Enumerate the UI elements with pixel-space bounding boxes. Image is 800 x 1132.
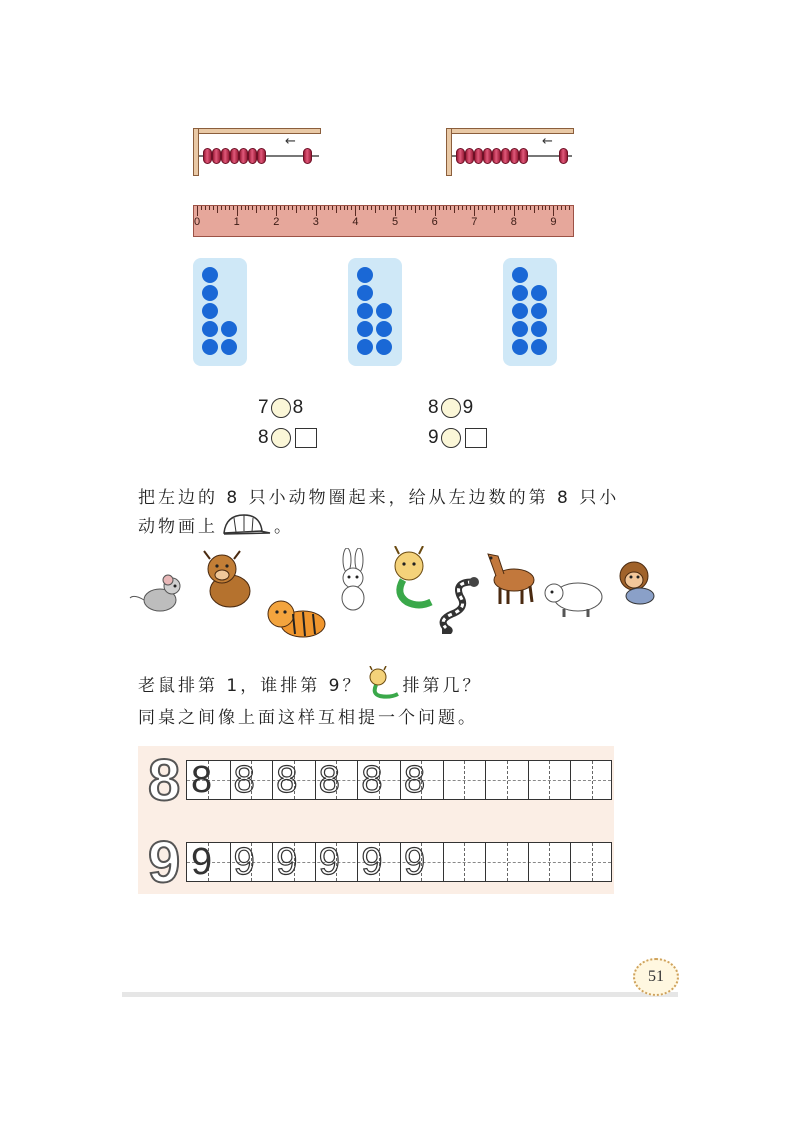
dot	[512, 303, 528, 319]
ruler-tick	[526, 206, 527, 210]
grid-line	[507, 761, 508, 799]
grid-line	[315, 843, 316, 881]
ruler-tick	[316, 206, 317, 216]
abacus-frame-side	[193, 128, 199, 176]
trace-digit: 8	[233, 759, 255, 801]
grid-line	[528, 843, 529, 881]
ruler-tick	[419, 206, 420, 210]
ruler-tick	[482, 206, 483, 210]
ruler-label: 7	[471, 216, 478, 228]
ruler-tick	[264, 206, 265, 210]
rabbit-icon	[333, 548, 375, 612]
ruler-tick	[502, 206, 503, 210]
ruler-tick	[308, 206, 309, 210]
ruler-tick	[542, 206, 543, 210]
ruler-tick	[367, 206, 368, 210]
dot	[357, 321, 373, 337]
answer-circle[interactable]	[441, 398, 461, 418]
trace-digit: 9	[361, 841, 383, 883]
ruler-label: 4	[352, 216, 359, 228]
grid-line	[592, 843, 593, 881]
ruler-tick	[450, 206, 451, 210]
ruler-tick	[391, 206, 392, 210]
abacus-bead	[239, 148, 248, 164]
dot-card-7	[193, 258, 247, 366]
ruler-label: 9	[550, 216, 557, 228]
ruler-tick	[534, 206, 535, 213]
abacus-bead	[456, 148, 465, 164]
ruler-tick	[225, 206, 226, 210]
instruction-text: 动物画上	[138, 516, 218, 537]
ruler-tick	[272, 206, 273, 210]
compare-left: 8	[428, 397, 439, 418]
abacus-bead	[465, 148, 474, 164]
abacus-bead-moved	[559, 148, 568, 164]
question-line-2: 同桌之间像上面这样互相提一个问题。	[138, 708, 478, 728]
left-arrow-icon: ←	[542, 134, 553, 149]
ruler-tick	[431, 206, 432, 210]
dot	[202, 267, 218, 283]
ruler-tick	[221, 206, 222, 210]
compare-item-2	[428, 397, 473, 419]
ruler-tick	[229, 206, 230, 210]
grid-line	[570, 843, 571, 881]
compare-left: 8	[258, 427, 269, 448]
ruler-tick	[561, 206, 562, 210]
ruler-tick	[553, 206, 554, 216]
grid-line	[464, 761, 465, 799]
ruler-tick	[407, 206, 408, 210]
ox-icon	[198, 549, 260, 615]
ruler-tick	[557, 206, 558, 210]
dragon-icon	[364, 666, 400, 700]
dot	[376, 339, 392, 355]
dot-card-8	[348, 258, 402, 366]
model-digit-8: 8	[148, 748, 181, 813]
trace-digit: 8	[404, 759, 426, 801]
grid-line	[570, 761, 571, 799]
ruler-tick	[213, 206, 214, 210]
dot	[357, 285, 373, 301]
question-text-a: 老鼠排第 1，谁排第 9？	[138, 675, 363, 696]
abacus-bead	[474, 148, 483, 164]
abacus-frame-side	[446, 128, 452, 176]
grid-line	[315, 761, 316, 799]
grid-line	[230, 843, 231, 881]
dot	[202, 339, 218, 355]
dot	[202, 285, 218, 301]
ruler-tick	[371, 206, 372, 210]
example-digit: 9	[191, 841, 213, 883]
ruler-label: 2	[273, 216, 280, 228]
compare-item-1	[258, 397, 303, 419]
dot	[531, 285, 547, 301]
dot	[512, 267, 528, 283]
ruler-tick	[565, 206, 566, 210]
abacus-bead	[519, 148, 528, 164]
abacus-bead-moved	[303, 148, 312, 164]
ruler-tick	[344, 206, 345, 210]
ruler-tick	[446, 206, 447, 210]
compare-left: 9	[428, 427, 439, 448]
compare-right: 8	[292, 397, 304, 418]
answer-circle[interactable]	[441, 428, 461, 448]
trace-digit: 9	[233, 841, 255, 883]
ruler-tick	[300, 206, 301, 210]
ruler-tick	[427, 206, 428, 210]
ruler-tick	[332, 206, 333, 210]
ruler-tick	[474, 206, 475, 216]
ruler-tick	[383, 206, 384, 210]
ruler-tick	[256, 206, 257, 213]
ruler-tick	[478, 206, 479, 210]
ruler-label: 6	[431, 216, 438, 228]
ruler-tick	[506, 206, 507, 210]
ruler-tick	[415, 206, 416, 213]
abacus-bead	[203, 148, 212, 164]
dot	[357, 339, 373, 355]
instruction-line-2	[138, 511, 294, 537]
dot	[357, 303, 373, 319]
trace-digit: 8	[361, 759, 383, 801]
footer-rule	[122, 992, 678, 997]
abacus-left	[193, 128, 321, 178]
trace-digit: 9	[276, 841, 298, 883]
ruler-tick	[439, 206, 440, 210]
ruler-tick	[470, 206, 471, 210]
ruler-tick	[466, 206, 467, 210]
ruler-tick	[545, 206, 546, 210]
ruler-tick	[549, 206, 550, 210]
abacus-bead	[257, 148, 266, 164]
ruler-tick	[217, 206, 218, 213]
compare-left: 7	[258, 397, 269, 418]
ruler-tick	[363, 206, 364, 210]
grid-line	[549, 761, 550, 799]
sheep-icon	[540, 575, 608, 619]
dot	[512, 339, 528, 355]
dot	[512, 321, 528, 337]
ruler-tick	[355, 206, 356, 216]
question-line-1	[138, 666, 482, 700]
ruler-tick	[276, 206, 277, 216]
ruler-tick	[245, 206, 246, 210]
ruler-tick	[462, 206, 463, 210]
tiger-icon	[263, 588, 333, 644]
page-number: 51	[633, 958, 679, 996]
grid-line	[357, 761, 358, 799]
ruler-tick	[205, 206, 206, 210]
grid-line	[592, 761, 593, 799]
dot	[512, 285, 528, 301]
trace-digit: 8	[276, 759, 298, 801]
dot	[531, 339, 547, 355]
ruler-tick	[288, 206, 289, 210]
dot	[531, 321, 547, 337]
abacus-bead	[221, 148, 230, 164]
ruler-tick	[280, 206, 281, 210]
ruler-tick	[197, 206, 198, 216]
grid-line	[464, 843, 465, 881]
ruler-tick	[387, 206, 388, 210]
ruler-tick	[443, 206, 444, 210]
dot	[202, 321, 218, 337]
ruler-tick	[252, 206, 253, 210]
dot-card-9	[503, 258, 557, 366]
answer-circle[interactable]	[271, 428, 291, 448]
ruler-tick	[454, 206, 455, 213]
writing-grid-8	[186, 760, 612, 800]
instruction-line-1: 把左边的 8 只小动物圈起来，给从左边数的第 8 只小	[138, 488, 620, 508]
ruler-label: 5	[392, 216, 399, 228]
ruler-tick	[284, 206, 285, 210]
ruler-tick	[268, 206, 269, 210]
ruler-tick	[494, 206, 495, 213]
ruler-tick	[435, 206, 436, 216]
ruler-tick	[312, 206, 313, 210]
grid-line	[485, 761, 486, 799]
grid-line	[357, 843, 358, 881]
ruler-tick	[347, 206, 348, 210]
compare-item-3	[258, 427, 317, 449]
dot	[531, 303, 547, 319]
left-arrow-icon: ←	[285, 134, 296, 149]
ruler-tick	[411, 206, 412, 210]
abacus-bead	[248, 148, 257, 164]
ruler-tick	[292, 206, 293, 210]
ruler-tick	[248, 206, 249, 210]
ruler-tick	[328, 206, 329, 210]
ruler-label: 0	[194, 216, 201, 228]
model-digit-9: 9	[148, 830, 181, 895]
abacus-bead	[492, 148, 501, 164]
ruler-tick	[569, 206, 570, 210]
grid-line	[485, 843, 486, 881]
grid-line	[549, 843, 550, 881]
ruler-tick	[498, 206, 499, 210]
abacus-frame	[193, 128, 321, 134]
grid-line	[400, 761, 401, 799]
compare-item-4	[428, 427, 487, 449]
grid-line	[272, 843, 273, 881]
dot	[357, 267, 373, 283]
ruler-label: 3	[312, 216, 319, 228]
ruler-tick	[510, 206, 511, 210]
abacus-bead	[510, 148, 519, 164]
instruction-period: 。	[274, 516, 294, 537]
ruler-tick	[486, 206, 487, 210]
trace-digit: 9	[404, 841, 426, 883]
ruler-tick	[320, 206, 321, 210]
ruler-tick	[359, 206, 360, 210]
grid-line	[528, 761, 529, 799]
grid-line	[443, 761, 444, 799]
ruler-tick	[399, 206, 400, 210]
ruler-tick	[522, 206, 523, 210]
abacus-bead	[230, 148, 239, 164]
abacus-bead	[483, 148, 492, 164]
ruler-tick	[518, 206, 519, 210]
ruler-tick	[237, 206, 238, 216]
ruler-tick	[458, 206, 459, 210]
cap-icon	[220, 511, 272, 537]
ruler-tick	[379, 206, 380, 210]
trace-digit: 9	[318, 841, 340, 883]
ruler-tick	[514, 206, 515, 216]
ruler-label: 8	[510, 216, 517, 228]
ruler-tick	[538, 206, 539, 210]
dot	[376, 321, 392, 337]
ruler-tick	[351, 206, 352, 210]
ruler-tick	[490, 206, 491, 210]
dot	[376, 303, 392, 319]
grid-line	[443, 843, 444, 881]
compare-right: 9	[462, 397, 474, 418]
horse-icon	[476, 546, 542, 606]
answer-box[interactable]	[295, 428, 317, 448]
dragon-icon	[385, 546, 441, 612]
abacus-right	[446, 128, 574, 178]
trace-digit: 8	[318, 759, 340, 801]
answer-box[interactable]	[465, 428, 487, 448]
abacus-bead	[501, 148, 510, 164]
monkey-icon	[612, 556, 664, 606]
ruler	[193, 205, 574, 237]
dot	[221, 321, 237, 337]
ruler-tick	[324, 206, 325, 210]
answer-circle[interactable]	[271, 398, 291, 418]
ruler-tick	[209, 206, 210, 210]
ruler-tick	[375, 206, 376, 213]
ruler-tick	[530, 206, 531, 210]
writing-grid-9	[186, 842, 612, 882]
ruler-tick	[336, 206, 337, 213]
ruler-tick	[241, 206, 242, 210]
grid-line	[272, 761, 273, 799]
grid-line	[400, 843, 401, 881]
grid-line	[507, 843, 508, 881]
ruler-tick	[340, 206, 341, 210]
grid-line	[230, 761, 231, 799]
ruler-tick	[260, 206, 261, 210]
ruler-tick	[304, 206, 305, 210]
abacus-bead	[212, 148, 221, 164]
ruler-tick	[201, 206, 202, 210]
dot	[202, 303, 218, 319]
question-text-b: 排第几？	[402, 675, 483, 696]
dot	[221, 339, 237, 355]
mouse-icon	[128, 572, 188, 616]
ruler-tick	[403, 206, 404, 210]
ruler-tick	[233, 206, 234, 210]
ruler-label: 1	[233, 216, 240, 228]
ruler-tick	[423, 206, 424, 210]
ruler-tick	[296, 206, 297, 213]
example-digit: 8	[191, 759, 213, 801]
abacus-frame	[446, 128, 574, 134]
ruler-tick	[395, 206, 396, 216]
